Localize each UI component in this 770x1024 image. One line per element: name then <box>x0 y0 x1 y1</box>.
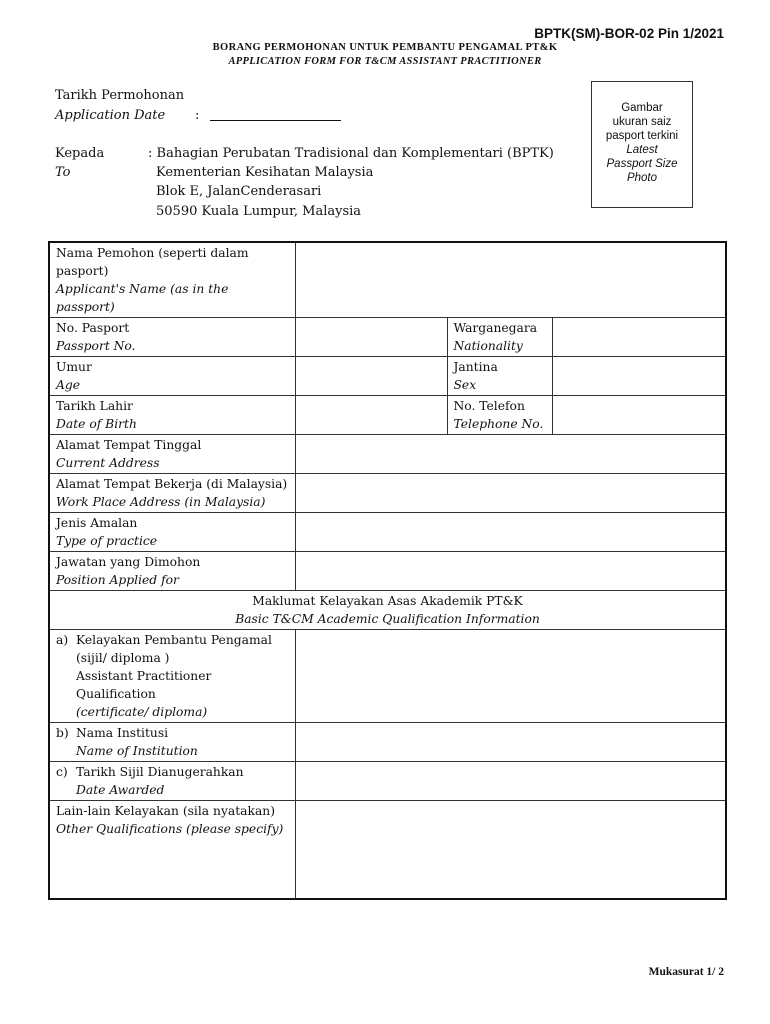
passport-malay: No. Pasport <box>56 321 130 335</box>
age-field[interactable] <box>295 357 447 396</box>
recipient-label-malay: Kepada <box>55 146 105 161</box>
age-label <box>49 357 295 396</box>
application-date-line[interactable] <box>210 120 341 121</box>
form-code: BPTK(SM)-BOR-02 Pin 1/2021 <box>534 26 724 41</box>
position-english: Position Applied for <box>56 573 179 587</box>
recipient-line-2: Kementerian Kesihatan Malaysia <box>156 165 374 180</box>
institution-malay: Nama Institusi <box>76 726 169 740</box>
photo-text-4: Latest <box>626 144 658 156</box>
current-address-field[interactable] <box>295 435 726 474</box>
application-date-label-english: Application Date <box>55 108 166 123</box>
position-malay: Jawatan yang Dimohon <box>56 555 201 569</box>
item-c-marker: c) <box>56 765 68 779</box>
practice-type-field[interactable] <box>295 513 726 552</box>
photo-text-1: Gambar <box>621 102 663 114</box>
work-address-field[interactable] <box>295 474 726 513</box>
current-address-label <box>49 435 295 474</box>
item-a-marker: a) <box>56 633 69 647</box>
position-field[interactable] <box>295 552 726 591</box>
institution-field[interactable] <box>295 723 726 762</box>
dob-label <box>49 396 295 435</box>
qualification-a-malay-2: (sijil/ diploma ) <box>76 651 170 665</box>
qualification-a-label <box>49 630 295 723</box>
qualification-a-english-2: Qualification <box>76 687 156 701</box>
qualification-heading-malay: Maklumat Kelayakan Asas Akademik PT&K <box>252 594 523 608</box>
address-malay: Alamat Tempat Tinggal <box>56 438 202 452</box>
date-awarded-label <box>49 762 295 801</box>
date-awarded-english: Date Awarded <box>76 783 165 797</box>
recipient-line-3: Blok E, JalanCenderasari <box>156 184 322 199</box>
date-awarded-field[interactable] <box>295 762 726 801</box>
dob-english: Date of Birth <box>56 417 137 431</box>
work-address-label <box>49 474 295 513</box>
applicant-name-malay-1: Nama Pemohon (seperti dalam <box>56 246 249 260</box>
photo-text-6: Photo <box>626 172 658 184</box>
applicant-name-malay-2: pasport) <box>56 264 109 278</box>
passport-label <box>49 318 295 357</box>
phone-english: Telephone No. <box>453 417 544 431</box>
institution-label <box>49 723 295 762</box>
recipient-line-4: 50590 Kuala Lumpur, Malaysia <box>156 204 362 219</box>
form-title-malay: BORANG PERMOHONAN UNTUK PEMBANTU PENGAMAL PT&K <box>212 42 558 53</box>
nationality-malay: Warganegara <box>453 321 538 335</box>
age-english: Age <box>56 378 81 392</box>
qualification-section-heading <box>49 591 726 630</box>
item-b-marker: b) <box>56 726 69 740</box>
sex-field[interactable] <box>552 357 726 396</box>
practice-english: Type of practice <box>56 534 158 548</box>
work-address-english: Work Place Address (in Malaysia) <box>56 495 266 509</box>
qualification-heading-english: Basic T&CM Academic Qualification Information <box>235 612 540 626</box>
phone-field[interactable] <box>552 396 726 435</box>
address-english: Current Address <box>56 456 160 470</box>
nationality-label <box>447 318 552 357</box>
nationality-field[interactable] <box>552 318 726 357</box>
photo-text-5: Passport Size <box>606 158 678 170</box>
application-form-table <box>48 241 727 900</box>
nationality-english: Nationality <box>453 339 523 353</box>
other-qualifications-malay: Lain-lain Kelayakan (sila nyatakan) <box>56 804 276 818</box>
photo-text-2: ukuran saiz <box>612 116 672 128</box>
qualification-a-english-1: Assistant Practitioner <box>76 669 212 683</box>
dob-malay: Tarikh Lahir <box>56 399 133 413</box>
qualification-a-field[interactable] <box>295 630 726 723</box>
application-date-label-malay: Tarikh Permohonan <box>55 88 185 103</box>
other-qualifications-field[interactable] <box>295 801 726 900</box>
phone-malay: No. Telefon <box>453 399 525 413</box>
date-awarded-malay: Tarikh Sijil Dianugerahkan <box>76 765 244 779</box>
passport-english: Passport No. <box>56 339 136 353</box>
recipient-label-english: To <box>55 165 71 180</box>
practice-type-label <box>49 513 295 552</box>
practice-malay: Jenis Amalan <box>56 516 138 530</box>
sex-malay: Jantina <box>453 360 498 374</box>
form-title-english: APPLICATION FORM FOR T&CM ASSISTANT PRACTITIONER <box>228 56 542 67</box>
institution-english: Name of Institution <box>76 744 198 758</box>
qualification-a-english-3: (certificate/ diploma) <box>76 705 208 719</box>
dob-field[interactable] <box>295 396 447 435</box>
position-label <box>49 552 295 591</box>
other-qualifications-english: Other Qualifications (please specify) <box>56 822 284 836</box>
photo-text-3: pasport terkini <box>605 130 679 142</box>
passport-field[interactable] <box>295 318 447 357</box>
recipient-line-1: : Bahagian Perubatan Tradisional dan Komplementari (BPTK) <box>148 146 554 161</box>
sex-label <box>447 357 552 396</box>
phone-label <box>447 396 552 435</box>
applicant-name-english: Applicant's Name (as in the passport) <box>56 282 229 314</box>
applicant-name-field[interactable] <box>295 242 726 318</box>
age-malay: Umur <box>56 360 92 374</box>
work-address-malay: Alamat Tempat Bekerja (di Malaysia) <box>56 477 288 491</box>
application-date-colon: : <box>195 108 200 123</box>
applicant-name-label <box>49 242 295 318</box>
sex-english: Sex <box>453 378 477 392</box>
qualification-a-malay-1: Kelayakan Pembantu Pengamal <box>76 633 272 647</box>
page-number: Mukasurat 1/ 2 <box>648 966 724 978</box>
other-qualifications-label <box>49 801 295 900</box>
passport-photo-box <box>591 81 693 208</box>
